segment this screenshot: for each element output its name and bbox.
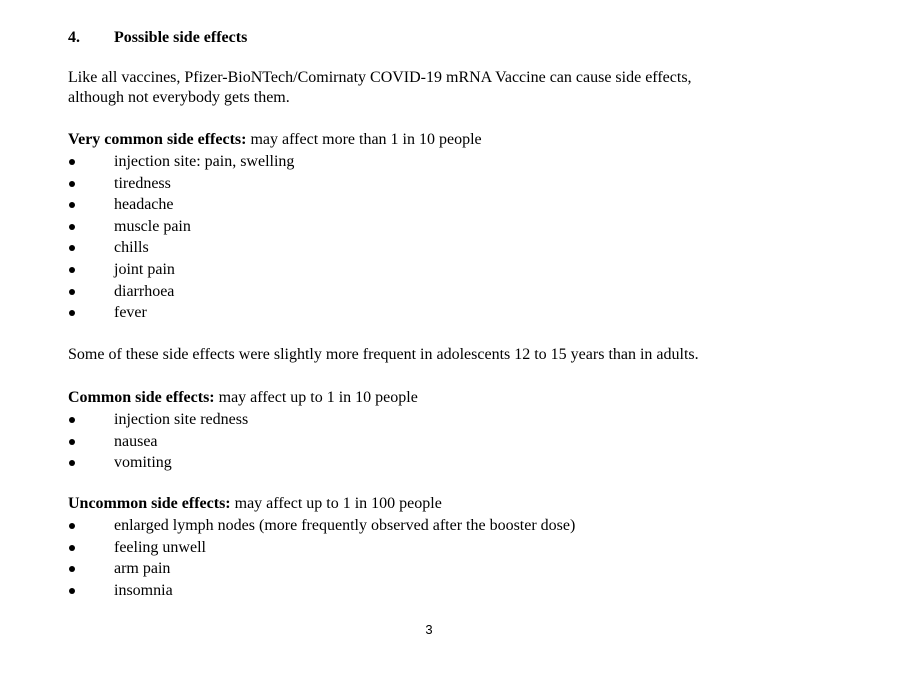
common-desc: may affect up to 1 in 10 people bbox=[214, 389, 418, 406]
bullet-icon bbox=[69, 289, 75, 295]
adolescent-note: Some of these side effects were slightly more frequent in adolescents 12 to 15 years than in adults. bbox=[68, 346, 699, 363]
list-item-text: tiredness bbox=[114, 174, 171, 192]
bullet-icon bbox=[69, 588, 75, 594]
bullet-icon bbox=[69, 566, 75, 572]
list-item bbox=[68, 194, 294, 216]
list-item bbox=[68, 216, 294, 238]
very-common-label: Very common side effects: bbox=[68, 131, 247, 148]
bullet-icon bbox=[69, 310, 75, 316]
section-number: 4. bbox=[68, 29, 80, 46]
list-item-text: arm pain bbox=[114, 560, 171, 578]
bullet-icon bbox=[69, 159, 75, 165]
list-item-text: feeling unwell bbox=[114, 538, 206, 556]
list-item bbox=[68, 281, 294, 303]
bullet-icon bbox=[69, 545, 75, 551]
bullet-icon bbox=[69, 245, 75, 251]
bullet-icon bbox=[69, 224, 75, 230]
uncommon-list bbox=[68, 515, 575, 601]
list-item bbox=[68, 431, 248, 453]
list-item-text: diarrhoea bbox=[114, 282, 175, 300]
list-item-text: enlarged lymph nodes (more frequently observed after the booster dose) bbox=[114, 517, 576, 534]
list-item-text: injection site: pain, swelling bbox=[114, 153, 295, 170]
list-item-text: fever bbox=[114, 304, 147, 322]
intro-line-1: Like all vaccines, Pfizer-BioNTech/Comirnaty COVID-19 mRNA Vaccine can cause side effects, bbox=[68, 69, 692, 86]
common-heading bbox=[68, 388, 418, 408]
list-item bbox=[68, 537, 575, 559]
list-item bbox=[68, 452, 248, 474]
intro-line-2: although not everybody gets them. bbox=[68, 89, 290, 106]
list-item-text: chills bbox=[114, 239, 149, 257]
list-item-text: nausea bbox=[114, 432, 158, 450]
section-heading bbox=[68, 28, 247, 48]
bullet-icon bbox=[69, 181, 75, 187]
very-common-list bbox=[68, 151, 294, 324]
bullet-icon bbox=[69, 267, 75, 273]
list-item bbox=[68, 173, 294, 195]
list-item bbox=[68, 515, 575, 537]
list-item-text: injection site redness bbox=[114, 411, 249, 428]
uncommon-label: Uncommon side effects: bbox=[68, 495, 231, 512]
list-item-text: muscle pain bbox=[114, 217, 191, 235]
uncommon-desc: may affect up to 1 in 100 people bbox=[230, 495, 442, 512]
list-item bbox=[68, 409, 248, 431]
list-item bbox=[68, 151, 294, 173]
uncommon-heading bbox=[68, 494, 442, 514]
list-item-text: headache bbox=[114, 196, 174, 214]
bullet-icon bbox=[69, 202, 75, 208]
bullet-icon bbox=[69, 460, 75, 466]
page-number: 3 bbox=[425, 622, 433, 637]
bullet-icon bbox=[69, 439, 75, 445]
list-item-text: vomiting bbox=[114, 454, 172, 472]
very-common-desc: may affect more than 1 in 10 people bbox=[246, 131, 482, 148]
common-label: Common side effects: bbox=[68, 389, 215, 406]
common-list bbox=[68, 409, 248, 474]
list-item bbox=[68, 558, 575, 580]
list-item bbox=[68, 302, 294, 324]
section-title: Possible side effects bbox=[114, 29, 248, 46]
list-item bbox=[68, 237, 294, 259]
list-item bbox=[68, 259, 294, 281]
list-item-text: joint pain bbox=[114, 260, 175, 278]
list-item bbox=[68, 580, 575, 602]
bullet-icon bbox=[69, 417, 75, 423]
list-item-text: insomnia bbox=[114, 581, 173, 599]
bullet-icon bbox=[69, 523, 75, 529]
very-common-heading bbox=[68, 130, 482, 150]
